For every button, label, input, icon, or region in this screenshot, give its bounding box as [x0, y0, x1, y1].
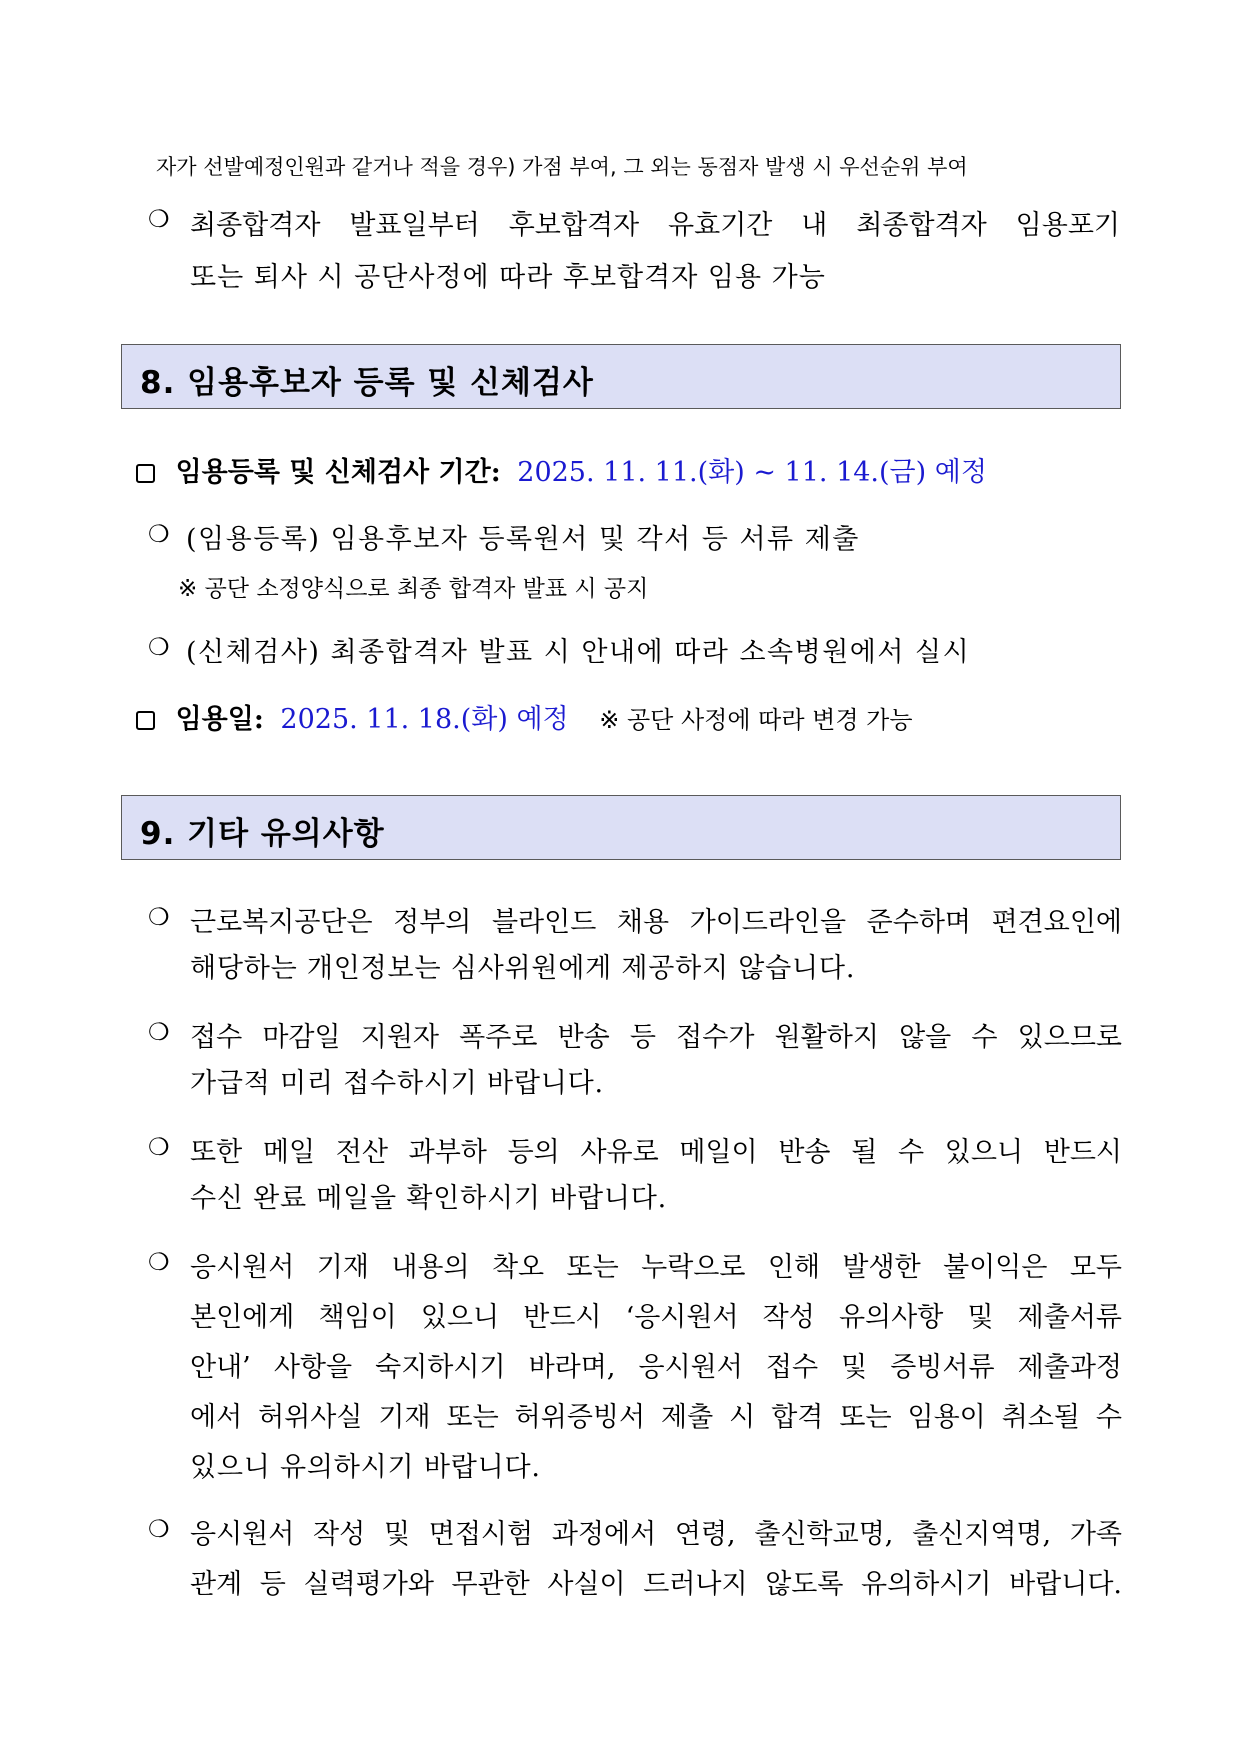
section-9-title: 9. 기타 유의사항: [140, 816, 385, 852]
bullet-text: 또는 퇴사 시 공단사정에 따라 후보합격자 임용 가능: [190, 262, 826, 293]
note-line: 관계 등 실력평가와 무관한 사실이 드러나지 않도록 유의하시기 바랍니다.: [190, 1569, 1122, 1600]
circle-bullet-icon: ❍: [148, 1248, 170, 1276]
section-8-heading: [121, 344, 1121, 409]
note-line: 또한 메일 전산 과부하 등의 사유로 메일이 반송 될 수 있으니 반드시: [190, 1137, 1122, 1168]
circle-bullet-icon: ❍: [148, 1133, 170, 1161]
appointment-note: ※ 공단 사정에 따라 변경 가능: [599, 706, 913, 734]
appointment-value: 2025. 11. 18.(화) 예정: [280, 704, 569, 735]
period-value: 2025. 11. 11.(화) ~ 11. 14.(금) 예정: [517, 457, 987, 488]
period-label: 임용등록 및 신체검사 기간:: [175, 457, 501, 488]
item-registration-note: ※ 공단 소정양식으로 최종 합격자 발표 시 공지: [178, 576, 649, 602]
item-medical: (신체검사) 최종합격자 발표 시 안내에 따라 소속병원에서 실시: [186, 637, 971, 668]
circle-bullet-icon: ❍: [148, 633, 170, 661]
period-row: [136, 450, 987, 489]
note-line: 에서 허위사실 기재 또는 허위증빙서 제출 시 합격 또는 임용이 취소될 수: [190, 1402, 1122, 1433]
note-line: 본인에게 책임이 있으니 반드시 ‘응시원서 작성 유의사항 및 제출서류: [190, 1302, 1122, 1333]
square-bullet-icon: [136, 464, 155, 483]
continuation-text: 자가 선발예정인원과 같거나 적을 경우) 가점 부여, 그 외는 동점자 발생 시 우선순위 부여: [156, 155, 968, 179]
bullet-text: 최종합격자 발표일부터 후보합격자 유효기간 내 최종합격자 임용포기: [190, 210, 1120, 241]
note-line: 안내’ 사항을 숙지하시기 바라며, 응시원서 접수 및 증빙서류 제출과정: [190, 1352, 1122, 1383]
appointment-label: 임용일:: [175, 704, 264, 735]
circle-bullet-icon: ❍: [148, 1515, 170, 1543]
note-line: 접수 마감일 지원자 폭주로 반송 등 접수가 원활하지 않을 수 있으므로: [190, 1022, 1122, 1053]
square-bullet-icon: [136, 711, 155, 730]
note-line: 근로복지공단은 정부의 블라인드 채용 가이드라인을 준수하며 편견요인에: [190, 907, 1122, 938]
note-line: 수신 완료 메일을 확인하시기 바랍니다.: [190, 1183, 668, 1214]
section-8-title: 8. 임용후보자 등록 및 신체검사: [140, 365, 594, 401]
note-line: 가급적 미리 접수하시기 바랍니다.: [190, 1068, 604, 1099]
appointment-row: [136, 697, 913, 736]
note-line: 응시원서 기재 내용의 착오 또는 누락으로 인해 발생한 불이익은 모두: [190, 1252, 1122, 1283]
circle-bullet-icon: ❍: [148, 520, 170, 548]
circle-bullet-icon: ❍: [148, 205, 170, 233]
section-9-heading: [121, 795, 1121, 860]
note-line: 있으니 유의하시기 바랍니다.: [190, 1452, 541, 1483]
circle-bullet-icon: ❍: [148, 903, 170, 931]
note-line: 응시원서 작성 및 면접시험 과정에서 연령, 출신학교명, 출신지역명, 가족: [190, 1519, 1122, 1550]
note-line: 해당하는 개인정보는 심사위원에게 제공하지 않습니다.: [190, 953, 856, 984]
circle-bullet-icon: ❍: [148, 1018, 170, 1046]
item-registration: (임용등록) 임용후보자 등록원서 및 각서 등 서류 제출: [186, 524, 860, 555]
